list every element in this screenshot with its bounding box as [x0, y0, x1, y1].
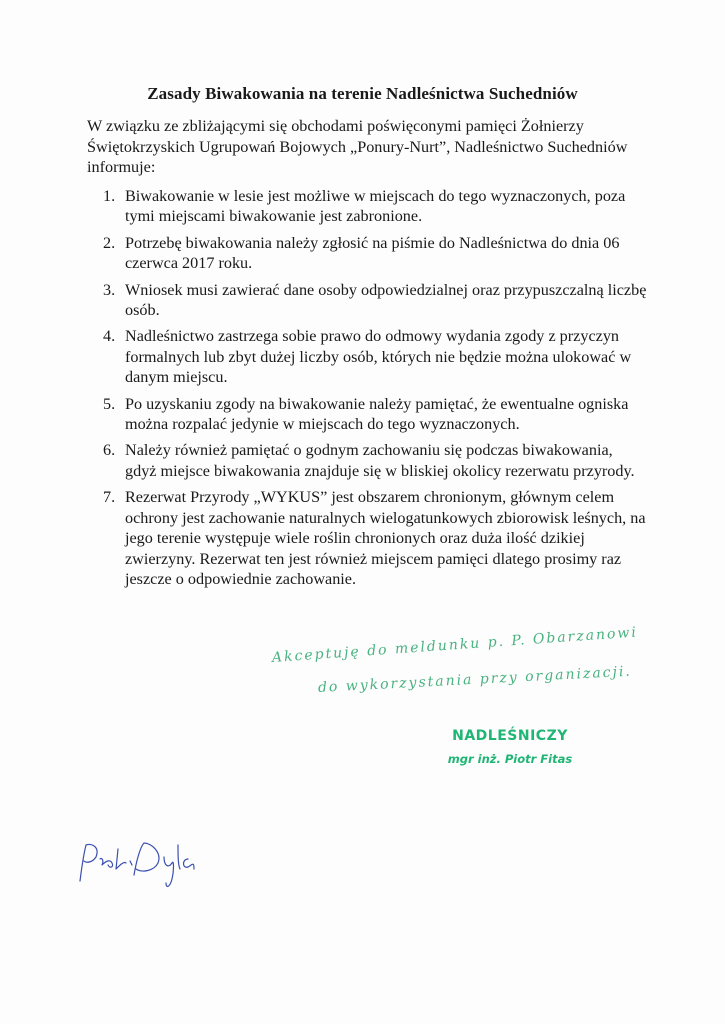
- list-item: [87, 186, 647, 227]
- list-item-text: Rezerwat Przyrody „WYKUS” jest obszarem chronionym, głównym celem ochrony jest zachowanie naturalnych wielogatunkowych zbiorowisk leśnych, na jego terenie występuje wiele roślin chronionych oraz duża ilość dzikiej zwierzyny. Rezerwat ten jest również miejscem pamięci dlatego prosimy raz jeszcze o odpowiednie zachowanie.: [125, 488, 646, 588]
- list-item: [87, 394, 647, 435]
- handwritten-annotation-line-1: Akceptuję do meldunku p. P. Obarzanowi: [271, 624, 639, 666]
- list-item: [87, 233, 647, 274]
- list-item-number: 5.: [103, 394, 116, 413]
- list-item-text: Potrzebę biwakowania należy zgłosić na piśmie do Nadleśnictwa do dnia 06 czerwca 2017 roku.: [125, 233, 620, 273]
- list-item-text: Nadleśnictwo zastrzega sobie prawo do odmowy wydania zgody z przyczyn formalnych lub zbyt dużej liczby osób, których nie będzie można ulokować w danym miejscu.: [125, 327, 632, 387]
- list-item-number: 2.: [103, 233, 116, 252]
- list-item-number: 7.: [103, 488, 116, 507]
- rules-list: [87, 186, 647, 595]
- list-item-text: Po uzyskaniu zgody na biwakowanie należy pamiętać, że ewentualne ogniska można rozpalać jedynie w miejscach do tego wyznaczonych.: [125, 394, 629, 434]
- handwritten-annotation-line-2: do wykorzystania przy organizacji.: [317, 663, 633, 696]
- handwritten-signature: [72, 835, 212, 895]
- list-item-number: 4.: [103, 327, 116, 346]
- list-item-number: 3.: [103, 280, 116, 299]
- intro-paragraph: W związku ze zbliżającymi się obchodami poświęconymi pamięci Żołnierzy Świętokrzyskich Ugrupowań Bojowych „Ponury-Nurt”, Nadleśnictwo Suchedniów informuje:: [87, 117, 628, 176]
- official-stamp: [430, 728, 590, 766]
- stamp-name: mgr inż. Piotr Fitas: [447, 752, 573, 766]
- list-item: [87, 326, 647, 387]
- list-item: [87, 487, 647, 589]
- list-item-number: 1.: [103, 187, 116, 205]
- list-item-number: 6.: [103, 441, 116, 460]
- stamp-title: NADLEŚNICZY: [452, 728, 568, 744]
- list-item-text: Należy również pamiętać o godnym zachowaniu się podczas biwakowania, gdyż miejsce biwakowania znajduje się w bliskiej okolicy rezerwatu przyrody.: [125, 441, 635, 480]
- list-item-text: Wniosek musi zawierać dane osoby odpowiedzialnej oraz przypuszczalną liczbę osób.: [125, 280, 647, 320]
- list-item: [87, 280, 647, 321]
- document-title: Zasady Biwakowania na terenie Nadleśnictwa Suchedniów: [147, 84, 578, 103]
- list-item-text: Biwakowanie w lesie jest możliwe w miejscach do tego wyznaczonych, poza tymi miejscami biwakowanie jest zabronione.: [125, 187, 626, 226]
- list-item: [87, 440, 647, 481]
